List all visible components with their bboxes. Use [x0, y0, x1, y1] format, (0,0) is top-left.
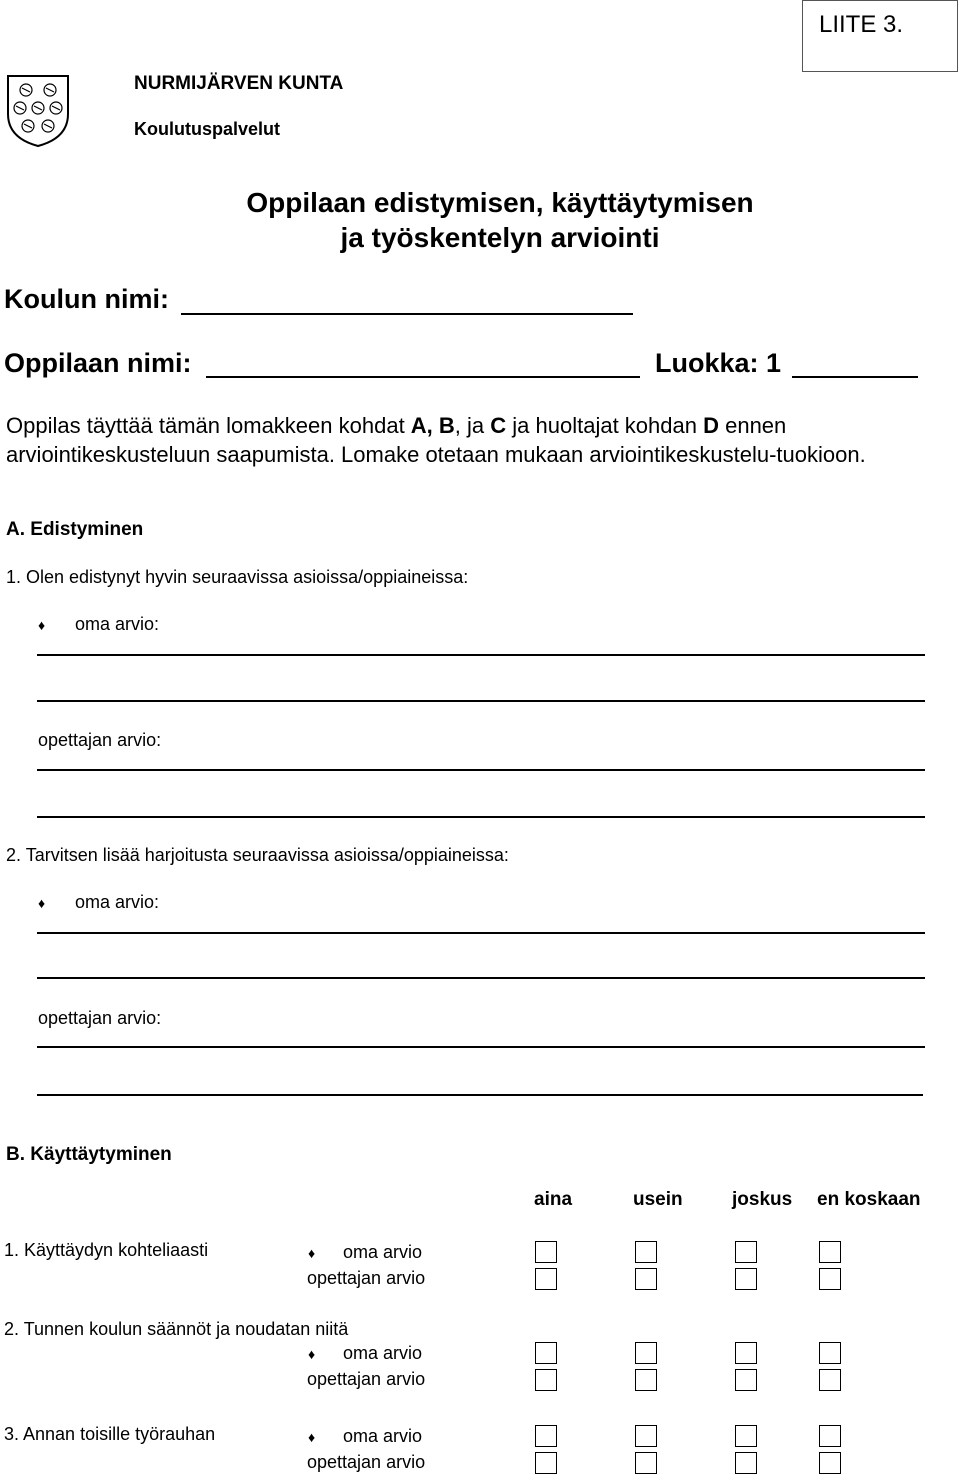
own-assessment-label: oma arvio: [75, 614, 160, 634]
checkbox-always[interactable] [535, 1241, 557, 1263]
own-assessment-label: oma arvio [343, 1343, 423, 1363]
checkbox-never[interactable] [819, 1268, 841, 1290]
column-header-sometimes: joskus [732, 1189, 793, 1210]
behavior-item-1: 1. Käyttäydyn kohteliaasti [4, 1240, 209, 1260]
checkbox-often[interactable] [635, 1241, 657, 1263]
answer-line[interactable] [37, 932, 925, 934]
checkbox-never[interactable] [819, 1241, 841, 1263]
checkbox-never[interactable] [819, 1452, 841, 1474]
checkbox-always[interactable] [535, 1369, 557, 1391]
checkbox-often[interactable] [635, 1452, 657, 1474]
answer-line[interactable] [37, 654, 925, 656]
checkbox-never[interactable] [819, 1425, 841, 1447]
form-title-line2: ja työskentelyn arviointi [340, 222, 660, 253]
question-a2: 2. Tarvitsen lisää harjoitusta seuraavissa asioissa/oppiaineissa: [6, 845, 509, 865]
checkbox-always[interactable] [535, 1452, 557, 1474]
bullet-diamond-icon: ♦ [308, 1429, 316, 1445]
bullet-diamond-icon: ♦ [38, 895, 46, 911]
checkbox-often[interactable] [635, 1425, 657, 1447]
annex-label-box [802, 0, 958, 72]
checkbox-often[interactable] [635, 1268, 657, 1290]
behavior-item-3: 3. Annan toisille työrauhan [4, 1424, 216, 1444]
checkbox-sometimes[interactable] [735, 1241, 757, 1263]
school-name-label: Koulun nimi: [4, 284, 169, 314]
checkbox-sometimes[interactable] [735, 1425, 757, 1447]
teacher-assessment-label: opettajan arvio: [38, 1008, 162, 1028]
form-title-line1: Oppilaan edistymisen, käyttäytymisen [246, 187, 754, 218]
own-assessment-label: oma arvio [343, 1242, 423, 1262]
answer-line[interactable] [37, 816, 925, 818]
checkbox-always[interactable] [535, 1342, 557, 1364]
teacher-assessment-label: opettajan arvio [307, 1268, 426, 1288]
grade-label: Luokka: 1 [655, 348, 782, 378]
answer-line[interactable] [37, 1094, 923, 1096]
bullet-diamond-icon: ♦ [308, 1346, 316, 1362]
column-header-always: aina [534, 1189, 573, 1210]
section-a-heading: A. Edistyminen [6, 519, 144, 540]
bullet-diamond-icon: ♦ [308, 1245, 316, 1261]
student-name-field[interactable] [206, 376, 640, 378]
teacher-assessment-label: opettajan arvio [307, 1452, 426, 1472]
checkbox-sometimes[interactable] [735, 1369, 757, 1391]
question-a1: 1. Olen edistynyt hyvin seuraavissa asioissa/oppiaineissa: [6, 567, 469, 587]
column-header-never: en koskaan [817, 1189, 921, 1210]
checkbox-never[interactable] [819, 1342, 841, 1364]
answer-line[interactable] [37, 700, 925, 702]
checkbox-always[interactable] [535, 1425, 557, 1447]
municipal-crest-logo [6, 74, 70, 148]
answer-line[interactable] [37, 769, 925, 771]
annex-label: LIITE 3. [819, 11, 904, 38]
checkbox-often[interactable] [635, 1342, 657, 1364]
teacher-assessment-label: opettajan arvio: [38, 730, 162, 750]
checkbox-often[interactable] [635, 1369, 657, 1391]
answer-line[interactable] [37, 1046, 925, 1048]
checkbox-sometimes[interactable] [735, 1268, 757, 1290]
teacher-assessment-label: opettajan arvio [307, 1369, 426, 1389]
student-name-label: Oppilaan nimi: [4, 348, 192, 378]
grade-field[interactable] [792, 376, 918, 378]
section-b-heading: B. Käyttäytyminen [6, 1144, 172, 1165]
department-name: Koulutuspalvelut [134, 119, 281, 139]
bullet-diamond-icon: ♦ [38, 617, 46, 633]
checkbox-never[interactable] [819, 1369, 841, 1391]
answer-line[interactable] [37, 977, 925, 979]
checkbox-sometimes[interactable] [735, 1342, 757, 1364]
own-assessment-label: oma arvio: [75, 892, 160, 912]
school-name-field[interactable] [181, 313, 633, 315]
own-assessment-label: oma arvio [343, 1426, 423, 1446]
behavior-item-2: 2. Tunnen koulun säännöt ja noudatan niitä [4, 1319, 349, 1339]
checkbox-sometimes[interactable] [735, 1452, 757, 1474]
column-header-often: usein [633, 1189, 683, 1210]
checkbox-always[interactable] [535, 1268, 557, 1290]
municipality-name: NURMIJÄRVEN KUNTA [134, 73, 344, 94]
instructions-paragraph: Oppilas täyttää tämän lomakkeen kohdat A, B, ja C ja huoltajat kohdan D ennen arviointikeskusteluun saapumista. Lomake otetaan mukaan arviointikeskustelu-tuokioon. [6, 413, 866, 467]
